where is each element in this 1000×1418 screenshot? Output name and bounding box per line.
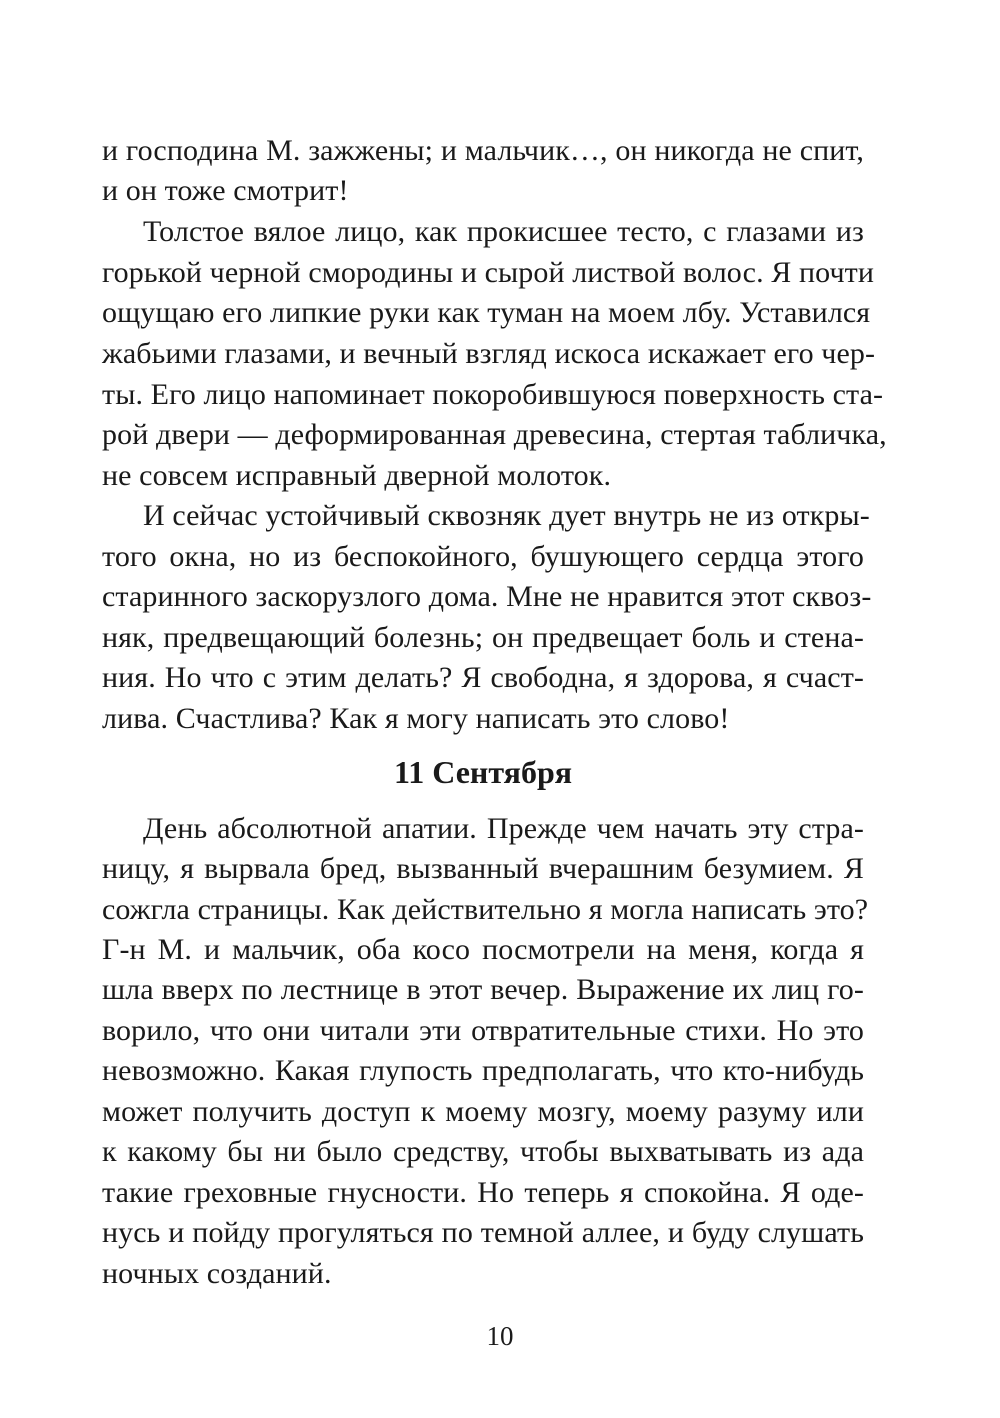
text-line: ния. Но что с этим делать? Я свободна, я здорова, я счаст- <box>102 661 864 694</box>
text-line: И сейчас устойчивый сквозняк дует внутрь не из откры- <box>143 499 870 532</box>
text-line: ворило, что они читали эти отвратительные стихи. Но это <box>102 1014 864 1047</box>
text-line: няк, предвещающий болезнь; он предвещает боль и стена- <box>102 621 864 654</box>
text-line: к какому бы ни было средству, чтобы выхватывать из ада <box>102 1135 864 1168</box>
text-line: того окна, но из беспокойного, бушующего сердца этого <box>102 540 864 573</box>
text-line: День абсолютной апатии. Прежде чем начать эту стра- <box>143 812 864 845</box>
text-line: может получить доступ к моему мозгу, моему разуму или <box>102 1095 864 1128</box>
text-line: ночных созданий. <box>102 1257 332 1290</box>
text-line: Г-н М. и мальчик, оба косо посмотрели на меня, когда я <box>102 933 864 966</box>
text-line: Толстое вялое лицо, как прокисшее тесто, с глазами из <box>143 215 864 248</box>
text-line: горькой черной смородины и сырой листвой волос. Я почти <box>102 256 875 289</box>
text-line: невозможно. Какая глупость предполагать, что кто-нибудь <box>102 1054 864 1087</box>
page-number: 10 <box>486 1321 514 1351</box>
text-line: жабьими глазами, и вечный взгляд искоса искажает его чер- <box>102 337 876 370</box>
text-line: лива. Счастлива? Как я могу написать это слово! <box>102 702 730 735</box>
text-line: рой двери — деформированная древесина, стертая табличка, <box>102 418 887 451</box>
section-heading: 11 Сентября <box>393 754 573 790</box>
text-line: нусь и пойду прогуляться по темной аллее, и буду слушать <box>102 1216 864 1249</box>
text-line: старинного заскорузлого дома. Мне не нравится этот сквоз- <box>102 580 872 613</box>
text-line: шла вверх по лестнице в этот вечер. Выражение их лиц го- <box>102 973 864 1006</box>
text-line: ощущаю его липкие руки как туман на моем лбу. Уставился <box>102 296 871 329</box>
text-line: и господина М. зажжены; и мальчик…, он никогда не спит, <box>102 134 864 167</box>
text-line: сожгла страницы. Как действительно я могла написать это? <box>102 893 869 926</box>
text-line: такие греховные гнусности. Но теперь я спокойна. Я оде- <box>102 1176 864 1209</box>
text-line: не совсем исправный дверной молоток. <box>102 459 612 492</box>
text-line: ты. Его лицо напоминает покоробившуюся поверхность ста- <box>102 378 884 411</box>
text-line: ницу, я вырвала бред, вызванный вчерашним безумием. Я <box>102 852 864 885</box>
text-line: и он тоже смотрит! <box>102 174 349 207</box>
